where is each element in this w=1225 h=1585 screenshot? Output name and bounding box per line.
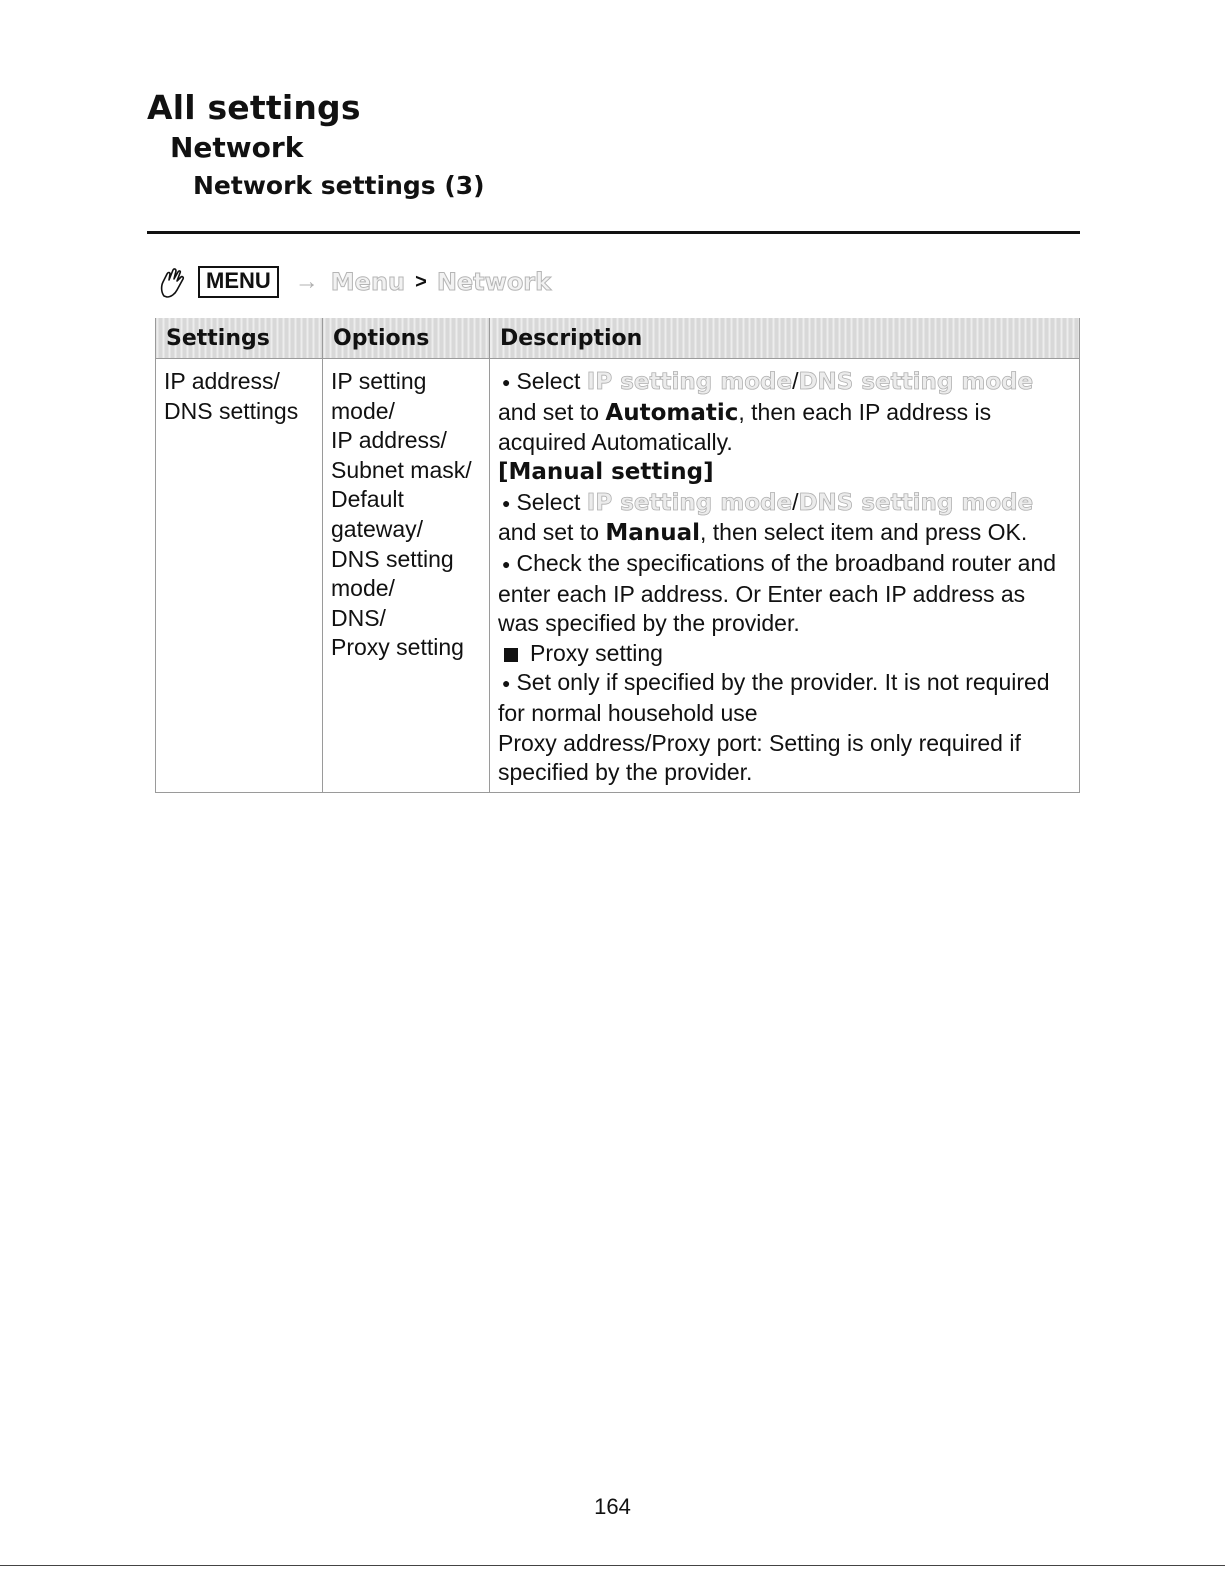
settings-cell [156,359,323,793]
manual-select: Select [516,488,581,515]
bullet-icon: ● [502,494,511,511]
proxy-note-paragraph [498,668,1071,728]
breadcrumb [158,264,551,300]
check-text: Check the specifications of the broadband router and enter each IP address. Or Enter each IP address as was specified by the provider. [498,549,1057,637]
proxy-heading: Proxy setting [530,639,663,666]
table-row [156,359,1080,793]
check-paragraph [498,549,1071,639]
auto-rest: , then each IP address is acquired Automatically. [498,398,992,456]
page-title: All settings [147,88,361,127]
auto-select: Select [516,368,581,394]
page-bottom-edge [0,1565,1225,1566]
breadcrumb-separator: > [415,270,427,293]
description-cell [490,359,1080,793]
bullet-icon: ● [502,374,511,391]
option-line: gateway/ [331,515,424,542]
options-cell [323,359,490,793]
auto-and-set: and set to [498,398,600,425]
option-line: DNS setting [331,545,454,572]
manual-value: Manual [605,520,700,547]
manual-slash: / [792,488,799,515]
auto-slash: / [792,368,799,394]
bullet-icon: ● [502,555,511,572]
manual-and-set: and set to [498,519,600,546]
setting-line: IP address/ [164,368,280,394]
manual-paragraph [498,488,1071,549]
table-header-row [156,318,1080,359]
hand-pointer-icon [158,266,186,298]
manual-dns-mode-ref: DNS setting mode [798,489,1034,516]
page-number: 164 [594,1494,631,1519]
settings-table [155,318,1080,793]
subsection-title: Network settings (3) [193,171,485,200]
proxy-port-paragraph: Proxy address/Proxy port: Setting is only required if specified by the provider. [498,729,1021,786]
section-title: Network [170,131,304,164]
arrow-right-icon: → [294,268,319,295]
auto-value: Automatic [605,399,739,426]
manual-rest: , then select item and press OK. [699,519,1028,546]
automatic-paragraph [498,367,1071,458]
menu-key-label: MENU [198,266,279,298]
bullet-icon: ● [502,675,511,692]
header-description: Description [490,318,1080,359]
option-line: Proxy setting [331,634,464,661]
option-line: Subnet mask/ [331,456,472,483]
setting-line: DNS settings [164,397,299,424]
manual-heading: [Manual setting] [498,458,714,485]
option-line: IP address/ [331,427,447,454]
breadcrumb-menu: Menu [330,268,406,296]
breadcrumb-network: Network [436,268,552,296]
header-settings: Settings [156,318,323,359]
option-line: DNS/ [331,604,386,631]
option-line: mode/ [331,397,395,424]
square-bullet-icon [504,648,518,662]
manual-ip-mode-ref: IP setting mode [586,489,793,516]
auto-dns-mode-ref: DNS setting mode [798,369,1034,395]
proxy-note: Set only if specified by the provider. It is not required for normal household use [498,669,1050,727]
option-line: mode/ [331,575,395,602]
auto-ip-mode-ref: IP setting mode [586,369,793,395]
option-line: Default [331,486,404,513]
header-options: Options [323,318,490,359]
option-line: IP setting [331,368,427,394]
proxy-heading-row [498,639,1071,669]
title-divider [147,231,1080,234]
